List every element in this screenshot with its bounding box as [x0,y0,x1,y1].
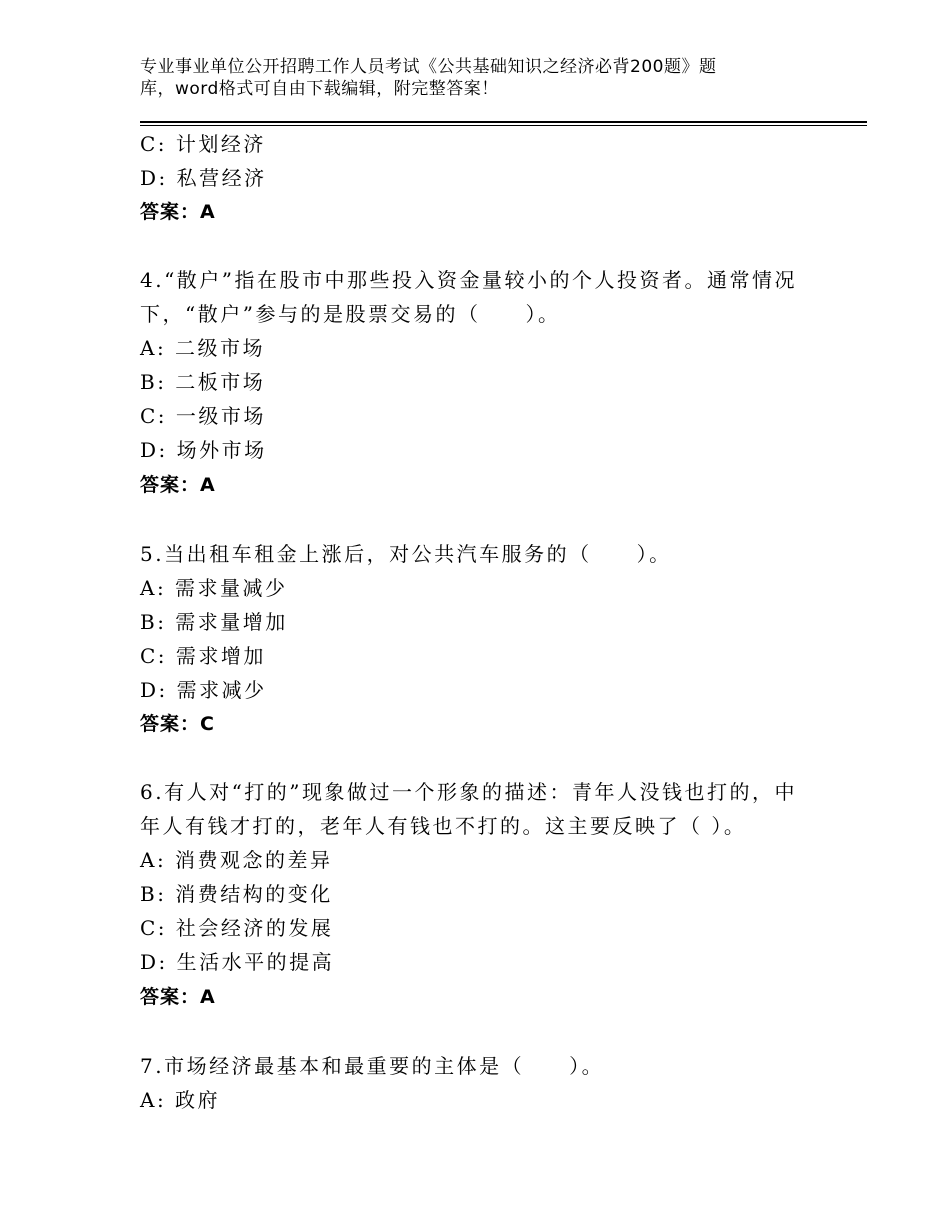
q6-answer: 答案：A [140,986,216,1008]
q6-stem-line-1: 6.有人对“打的”现象做过一个形象的描述：青年人没钱也打的，中 [140,780,798,804]
q5-option-d: D: 需求减少 [140,678,267,702]
header-rule-thin [140,125,867,126]
q5-answer: 答案：C [140,713,215,735]
q7-option-a: A: 政府 [140,1088,221,1112]
header-rule-thick [140,121,867,123]
q3-answer: 答案：A [140,201,216,223]
q4-option-a: A: 二级市场 [140,336,266,360]
q4-option-c: C: 一级市场 [140,404,266,428]
q5-stem-line-1: 5.当出租车租金上涨后，对公共汽车服务的（ ）。 [140,542,672,566]
header-line-1: 专业事业单位公开招聘工作人员考试《公共基础知识之经济必背200题》题 [140,57,717,77]
q6-option-a: A: 消费观念的差异 [140,848,333,872]
q5-option-a: A: 需求量减少 [140,576,288,600]
document-header [140,56,780,100]
q4-stem-line-2: 下，“散户”参与的是股票交易的（ ）。 [140,302,561,326]
q3-option-d: D: 私营经济 [140,166,267,190]
q7-stem-line-1: 7.市场经济最基本和最重要的主体是（ ）。 [140,1054,605,1078]
q4-option-d: D: 场外市场 [140,438,267,462]
q5-option-c: C: 需求增加 [140,644,266,668]
q6-option-c: C: 社会经济的发展 [140,916,334,940]
q4-stem-line-1: 4.“散户”指在股市中那些投入资金量较小的个人投资者。通常情况 [140,268,798,292]
q6-option-b: B: 消费结构的变化 [140,882,333,906]
q6-option-d: D: 生活水平的提高 [140,950,335,974]
q3-option-c: C: 计划经济 [140,132,266,156]
q6-stem-line-2: 年人有钱才打的，老年人有钱也不打的。这主要反映了（ ）。 [140,814,747,838]
header-line-2: 库，word格式可自由下载编辑，附完整答案！ [140,79,499,99]
q4-option-b: B: 二板市场 [140,370,266,394]
q5-option-b: B: 需求量增加 [140,610,288,634]
q4-answer: 答案：A [140,474,216,496]
